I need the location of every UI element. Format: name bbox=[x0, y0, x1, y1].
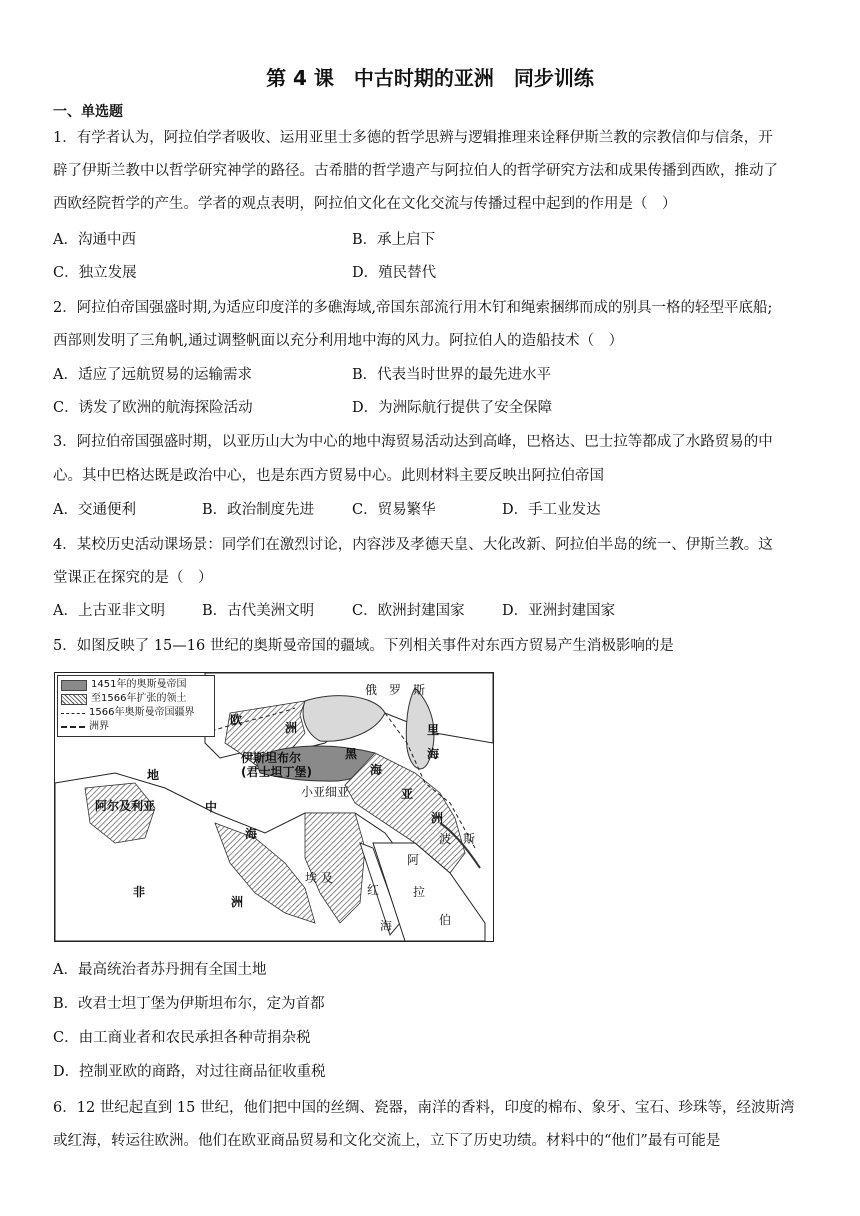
continent-line-icon bbox=[61, 726, 85, 728]
map-label-mediterranean-1: 中 bbox=[205, 800, 218, 814]
map-label-algeria: 阿尔及利亚 bbox=[95, 799, 156, 813]
map-label-africa-2: 洲 bbox=[231, 895, 244, 909]
map-label-egypt: 埃 及 bbox=[305, 871, 333, 885]
q4-option-c[interactable]: C．欧洲封建国家 bbox=[352, 603, 465, 619]
solid-swatch-icon bbox=[61, 680, 87, 691]
legend-label: 1566年奥斯曼帝国疆界 bbox=[89, 707, 195, 718]
map-label-caspian-2: 海 bbox=[427, 747, 440, 761]
q1-option-b[interactable]: B．承上启下 bbox=[352, 232, 436, 248]
q3-option-c[interactable]: C．贸易繁华 bbox=[352, 502, 436, 518]
map-label-red-sea-1: 红 bbox=[367, 883, 380, 897]
q3-line-2: 心。其中巴格达既是政治中心，也是东西方贸易中心。此则材料主要反映出阿拉伯帝国 bbox=[53, 468, 604, 484]
legend-item-continent-line bbox=[61, 720, 211, 734]
map-label-asia-1: 亚 bbox=[401, 787, 414, 801]
map-legend bbox=[57, 675, 215, 737]
q2-option-a[interactable]: A．适应了远航贸易的运输需求 bbox=[53, 367, 252, 383]
legend-label: 洲界 bbox=[89, 721, 109, 732]
map-label-black-sea-1: 黑 bbox=[345, 747, 358, 761]
page-title: 第 4 课 中古时期的亚洲 同步训练 bbox=[266, 66, 594, 90]
q5-option-a[interactable]: A．最高统治者苏丹拥有全国土地 bbox=[53, 962, 267, 978]
map-label-istanbul: 伊斯坦布尔 bbox=[241, 751, 302, 765]
legend-label: 1451年的奥斯曼帝国 bbox=[91, 679, 187, 690]
map-label-europe-2: 洲 bbox=[285, 721, 298, 735]
q6-line-1: 6．12 世纪起直到 15 世纪，他们把中国的丝绸、瓷器，南洋的香料，印度的棉布、象牙、宝石、珍珠等，经波斯湾 bbox=[53, 1100, 795, 1116]
map-label-caspian-1: 里 bbox=[427, 723, 440, 737]
legend-item-border bbox=[61, 706, 211, 720]
q1-option-d[interactable]: D．殖民替代 bbox=[352, 265, 437, 281]
q5-option-d[interactable]: D．控制亚欧的商路，对过往商品征收重税 bbox=[53, 1064, 326, 1080]
map-label-constantinople: (君士坦丁堡) bbox=[241, 765, 312, 779]
map-label-europe-1: 欧 bbox=[230, 713, 243, 727]
map-label-mediterranean-2: 海 bbox=[245, 827, 258, 841]
map-label-arabia-2: 拉 bbox=[413, 885, 426, 899]
q2-option-d[interactable]: D．为洲际航行提供了安全保障 bbox=[352, 400, 553, 416]
map-label-persia: 波 斯 bbox=[439, 832, 476, 846]
map-label-arabia-1: 阿 bbox=[407, 853, 420, 867]
legend-item-1451 bbox=[61, 678, 211, 692]
q1-line-2: 辟了伊斯兰教中以哲学研究神学的路径。古希腊的哲学遗产与阿拉伯人的哲学研究方法和成果传播到西欧，推动了 bbox=[53, 163, 778, 179]
q1-line-1: 1．有学者认为，阿拉伯学者吸收、运用亚里士多德的哲学思辨与逻辑推理来诠释伊斯兰教的宗教信仰与信条，开 bbox=[53, 130, 773, 146]
map-label-asia-2: 洲 bbox=[431, 811, 444, 825]
q6-line-2: 或红海，转运往欧洲。他们在欧亚商品贸易和文化交流上，立下了历史功绩。材料中的“他们”最有可能是 bbox=[53, 1133, 721, 1149]
legend-item-expansion bbox=[61, 692, 211, 706]
q4-line-1: 4．某校历史活动课场景：同学们在激烈讨论，内容涉及孝德天皇、大化改新、阿拉伯半岛的统一、伊斯兰教。这 bbox=[53, 537, 773, 553]
q1-option-c[interactable]: C．独立发展 bbox=[53, 265, 137, 281]
section-heading: 一、单选题 bbox=[53, 104, 123, 120]
ottoman-empire-map bbox=[54, 672, 494, 942]
q3-option-a[interactable]: A．交通便利 bbox=[53, 502, 136, 518]
q4-line-2: 堂课正在探究的是（ ） bbox=[53, 570, 213, 586]
q3-line-1: 3．阿拉伯帝国强盛时期，以亚历山大为中心的地中海贸易活动达到高峰，巴格达、巴士拉等都成了水路贸易的中 bbox=[53, 434, 773, 450]
q4-option-b[interactable]: B．古代美洲文明 bbox=[202, 603, 315, 619]
q4-option-d[interactable]: D．亚洲封建国家 bbox=[502, 603, 616, 619]
hatch-swatch-icon bbox=[61, 694, 87, 705]
q3-option-b[interactable]: B．政治制度先进 bbox=[202, 502, 315, 518]
q1-line-3: 西欧经院哲学的产生。学者的观点表明，阿拉伯文化在文化交流与传播过程中起到的作用是（ ） bbox=[53, 196, 677, 212]
dashed-line-icon bbox=[61, 713, 85, 714]
q5-option-c[interactable]: C．由工商业者和农民承担各种苛捐杂税 bbox=[53, 1030, 311, 1046]
q2-option-b[interactable]: B．代表当时世界的最先进水平 bbox=[352, 367, 552, 383]
q5-option-b[interactable]: B．改君士坦丁堡为伊斯坦布尔，定为首都 bbox=[53, 996, 325, 1012]
q2-line-1: 2．阿拉伯帝国强盛时期,为适应印度洋的多礁海域,帝国东部流行用木钉和绳索捆绑而成的别具一格的轻型平底船; bbox=[53, 300, 773, 316]
map-label-arabia-3: 伯 bbox=[439, 913, 452, 927]
q4-option-a[interactable]: A．上古亚非文明 bbox=[53, 603, 165, 619]
map-label-black-sea-2: 海 bbox=[370, 763, 383, 777]
legend-label: 至1566年扩张的领土 bbox=[91, 693, 187, 704]
q2-option-c[interactable]: C．诱发了欧洲的航海探险活动 bbox=[53, 400, 253, 416]
map-label-africa-1: 非 bbox=[133, 885, 146, 899]
q2-line-2: 西部则发明了三角帆,通过调整帆面以充分利用地中海的风力。阿拉伯人的造船技术（ ） bbox=[53, 333, 624, 349]
map-label-di: 地 bbox=[147, 768, 160, 782]
q1-option-a[interactable]: A．沟通中西 bbox=[53, 232, 136, 248]
map-label-red-sea-2: 海 bbox=[380, 919, 393, 933]
map-label-russia: 俄 罗 斯 bbox=[365, 683, 426, 697]
q5-line-1: 5．如图反映了 15—16 世纪的奥斯曼帝国的疆域。下列相关事件对东西方贸易产生消极影响的是 bbox=[53, 638, 674, 654]
map-label-asia-minor: 小亚细亚 bbox=[301, 785, 350, 799]
q3-option-d[interactable]: D．手工业发达 bbox=[502, 502, 601, 518]
